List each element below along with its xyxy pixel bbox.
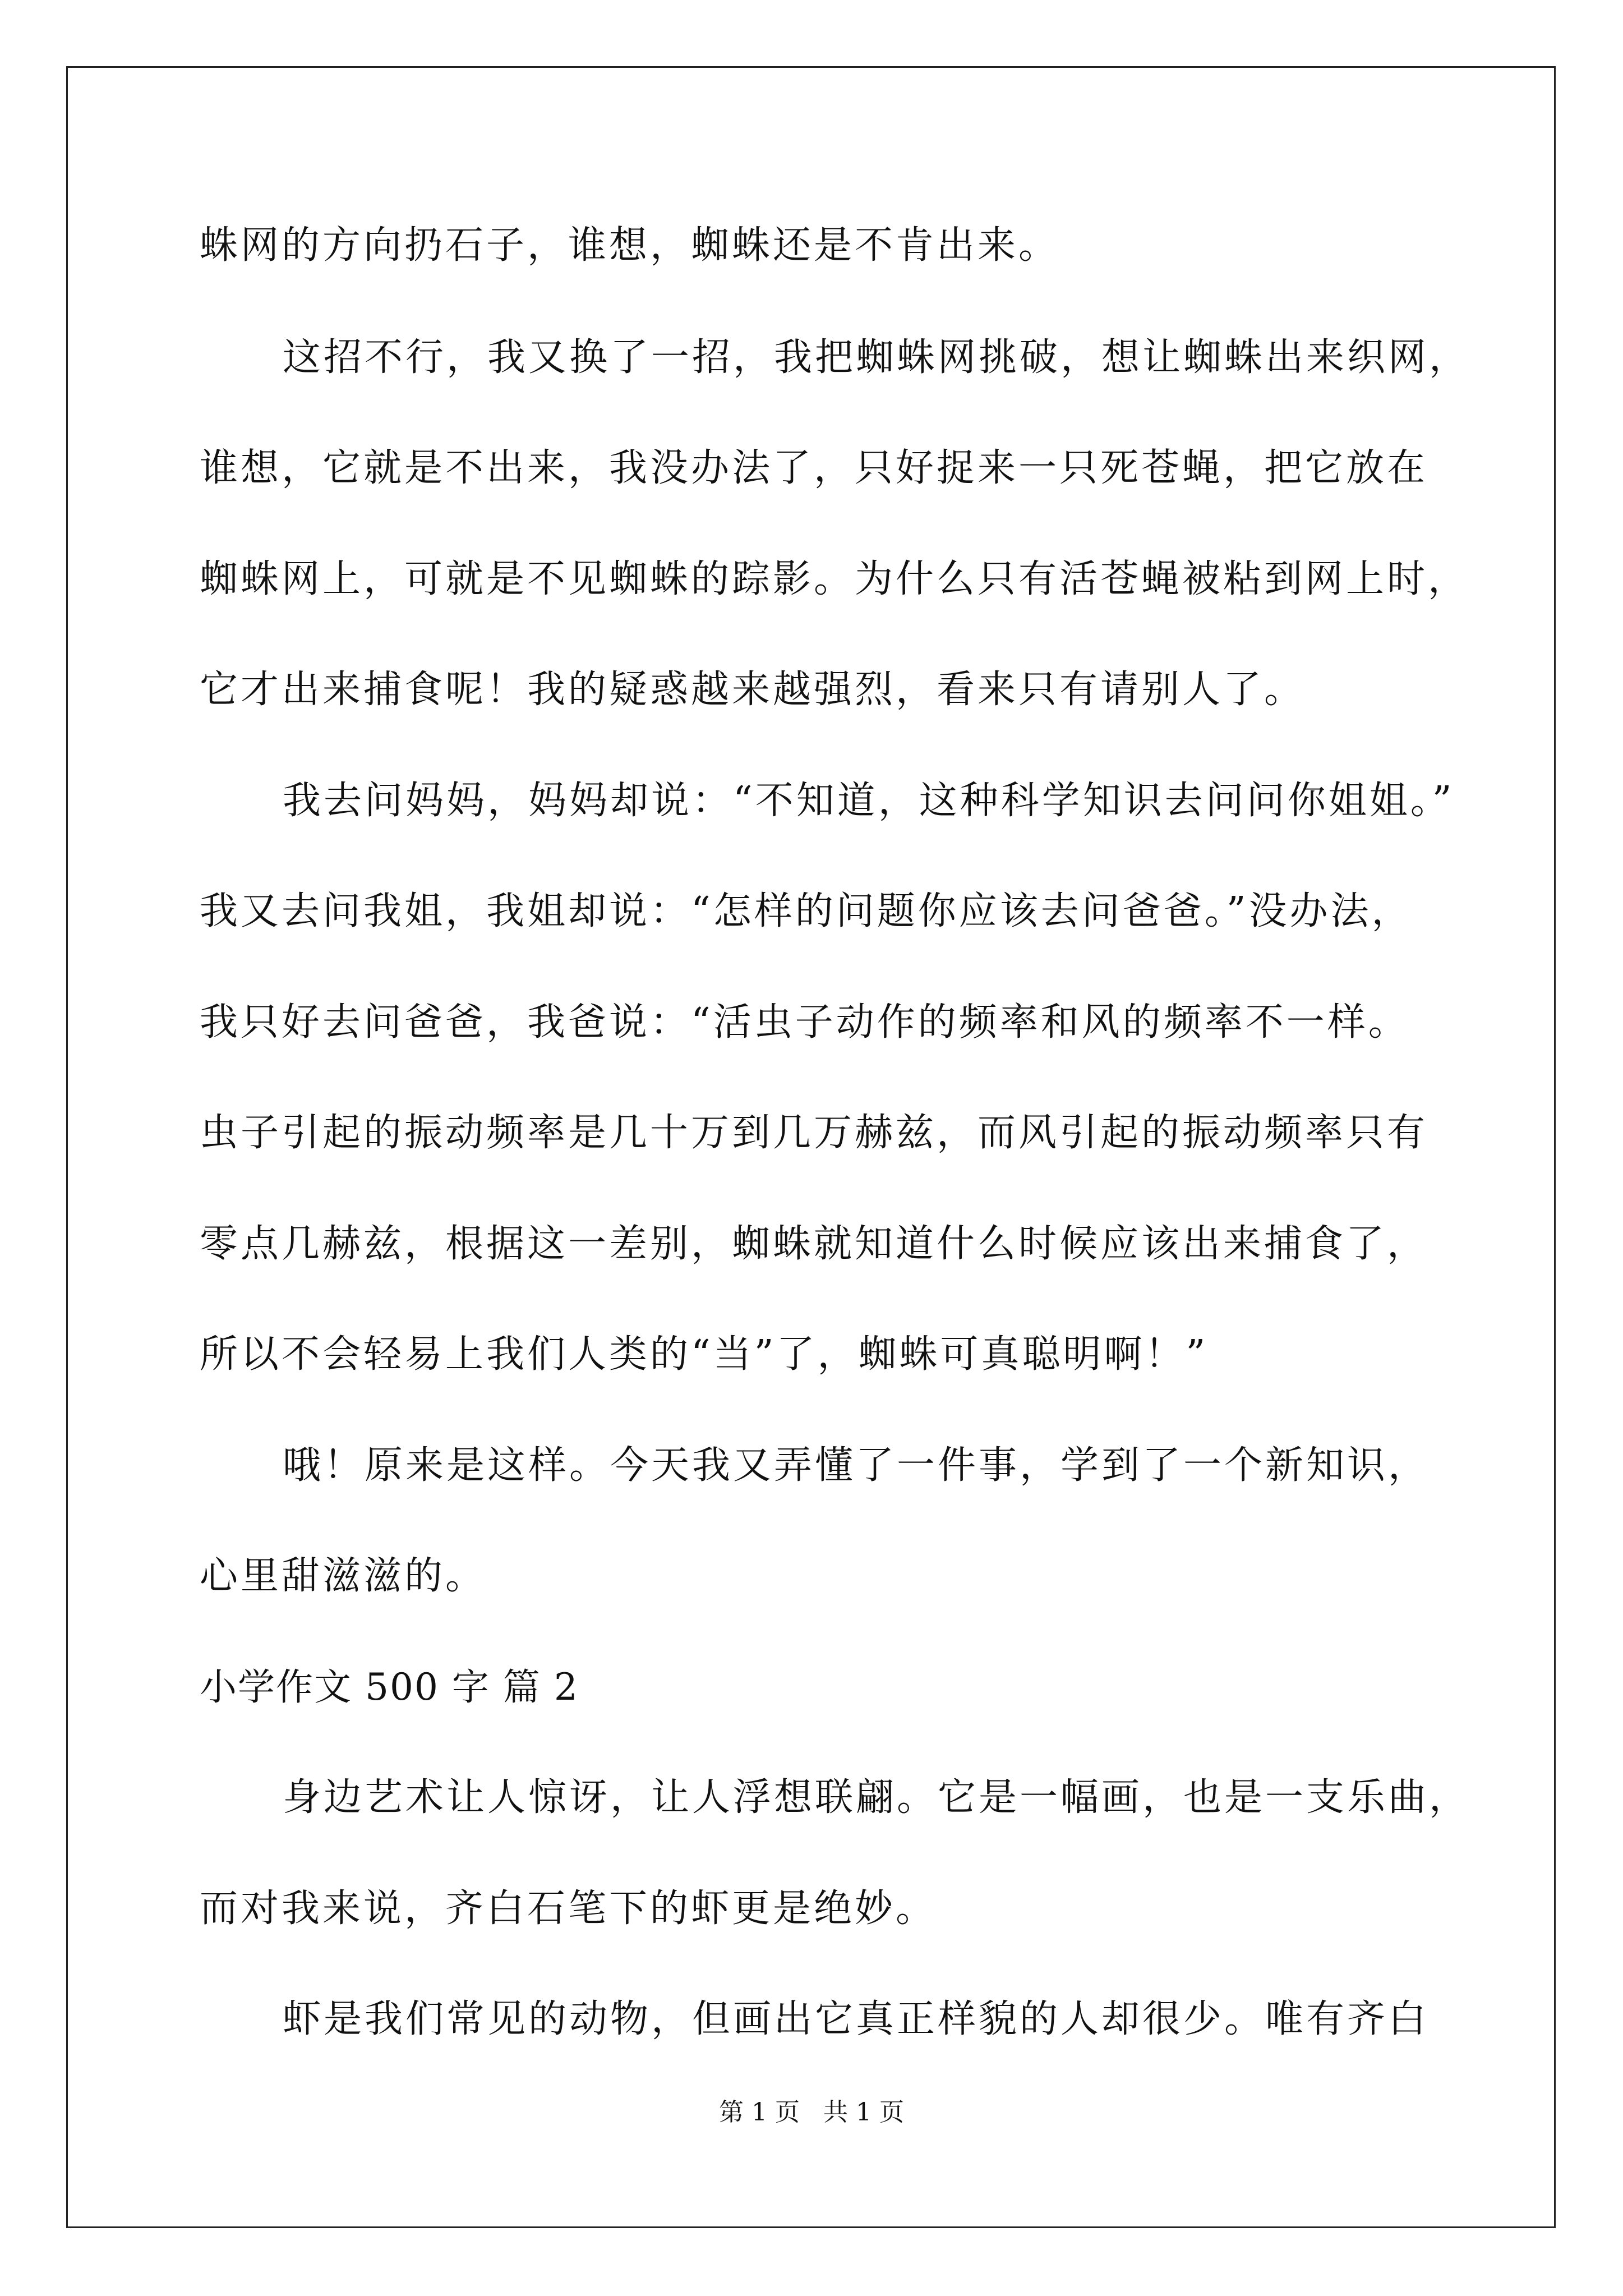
text-line: 我只好去问爸爸，我爸说：“活虫子动作的频率和风的频率不一样。: [200, 1000, 1409, 1045]
text-line: 虫子引起的振动频率是几十万到几万赫兹，而风引起的振动频率只有: [200, 1111, 1428, 1155]
text-line: 我去问妈妈，妈妈却说：“不知道，这种科学知识去问问你姐姐。”: [283, 779, 1455, 823]
text-line: 心里甜滋滋的。: [200, 1554, 487, 1598]
text-line: 这招不行，我又换了一招，我把蜘蛛网挑破，想让蜘蛛出来织网，: [283, 335, 1470, 380]
text-line: 而对我来说，齐白石笔下的虾更是绝妙。: [200, 1887, 937, 1931]
text-line: 身边艺术让人惊讶，让人浮想联翩。它是一幅画，也是一支乐曲，: [283, 1775, 1470, 1820]
text-line: 零点几赫兹，根据这一差别，蜘蛛就知道什么时候应该出来捕食了，: [200, 1222, 1428, 1266]
page-footer: 第 1 页 共 1 页: [719, 2098, 904, 2127]
section-heading: 小学作文 500 字 篇 2: [200, 1665, 579, 1709]
text-line: 蜘蛛网上，可就是不见蜘蛛的踪影。为什么只有活苍蝇被粘到网上时，: [200, 557, 1469, 601]
text-line: 哦！原来是这样。今天我又弄懂了一件事，学到了一个新知识，: [283, 1443, 1430, 1488]
text-line: 谁想，它就是不出来，我没办法了，只好捉来一只死苍蝇，把它放在: [200, 446, 1428, 490]
text-line: 我又去问我姐，我姐却说：“怎样的问题你应该去问爸爸。”没办法，: [200, 889, 1413, 933]
text-line: 蛛网的方向扔石子，谁想，蜘蛛还是不肯出来。: [200, 223, 1060, 268]
text-line: 虾是我们常见的动物，但画出它真正样貌的人却很少。唯有齐白: [283, 1997, 1430, 2041]
text-line: 它才出来捕食呢！我的疑惑越来越强烈，看来只有请别人了。: [200, 668, 1306, 712]
text-line: 所以不会轻易上我们人类的“当”了，蜘蛛可真聪明啊！”: [200, 1332, 1209, 1377]
